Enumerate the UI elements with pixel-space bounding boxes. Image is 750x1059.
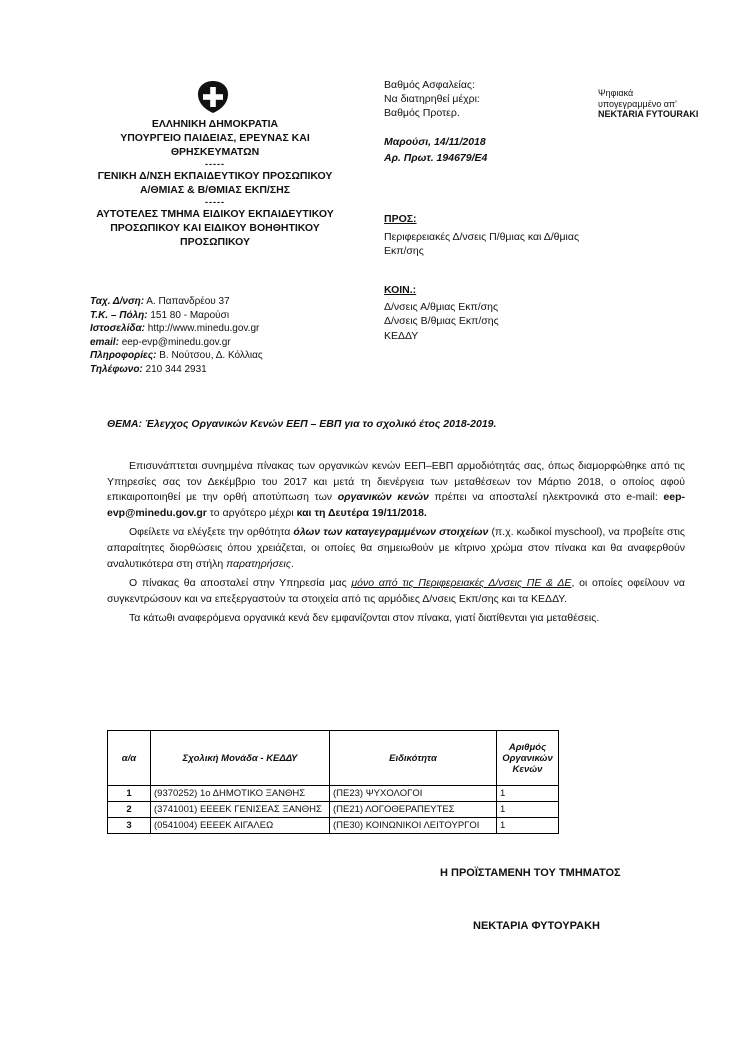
website-link[interactable]: http://www.minedu.gov.gr — [147, 323, 260, 335]
postal-value: 151 80 - Μαρούσι — [150, 309, 230, 321]
date-protocol — [384, 134, 487, 166]
cc-line-3: ΚΕΔΔΥ — [384, 329, 419, 342]
directorate-line-1: ΓΕΝΙΚΗ Δ/ΝΣΗ ΕΚΠΑΙΔΕΥΤΙΚΟΥ ΠΡΟΣΩΠΙΚΟΥ — [97, 170, 333, 182]
document-date: Μαρούσι, 14/11/2018 — [384, 136, 486, 148]
info-value: Β. Νούτσου, Δ. Κόλλιας — [159, 350, 263, 362]
phone-value: 210 344 2931 — [145, 363, 207, 375]
paragraph-3: Ο πίνακας θα αποσταλεί στην Υπηρεσία μας μόνο από τις Περιφερειακές Δ/νσεις ΠΕ & ΔΕ, οι οποίες οφείλουν να συγκεντρώσουν και να επεξεργαστούν τα στοιχεία από τις αρμόδιες Δ/νσεις Εκπ/σης και τα ΚΕΔΔΥ. — [107, 577, 685, 605]
separator-dots: ----- — [205, 159, 225, 169]
to-label: ΠΡΟΣ: — [384, 213, 417, 225]
address-label: Ταχ. Δ/νση: — [90, 296, 145, 307]
signatory-name: ΝΕΚΤΑΡΙΑ ΦΥΤΟΥΡΑΚΗ — [473, 920, 600, 932]
digital-signature-stamp — [598, 88, 698, 120]
subject-line: ΘΕΜΑ: Έλεγχος Οργανικών Κενών ΕΕΠ – ΕΒΠ για το σχολικό έτος 2018-2019. — [107, 418, 497, 430]
vacancies-table — [107, 730, 559, 834]
directorate-line-2: Α/ΘΜΙΑΣ & Β/ΘΜΙΑΣ ΕΚΠ/ΣΗΣ — [139, 184, 291, 196]
col-header-specialty: Ειδικότητα — [330, 731, 497, 786]
recipients-to — [384, 212, 714, 258]
col-header-aa: α/α — [108, 731, 151, 786]
to-line-2: Εκπ/σης — [384, 245, 424, 257]
retention: Να διατηρηθεί μέχρι: — [384, 93, 480, 105]
table-row: 1 (9370252) 1ο ΔΗΜΟΤΙΚΟ ΞΑΝΘΗΣ (ΠΕ23) ΨΥΧΟΛΟΓΟΙ 1 — [108, 786, 559, 802]
paragraph-2: Οφείλετε να ελέγξετε την ορθότητα όλων των καταγεγραμμένων στοιχείων (π.χ. κωδικοί myschool), να προβείτε στις απαραίτητες διορθώσεις όπου χρειάζεται, οι οποίες θα σημειωθούν με κίτρινο χρώμα στον πίνακα και θα αναφερθούν αναλυτικότερα στη στήλη παρατηρήσεις. — [107, 526, 685, 570]
issuer-header — [80, 117, 350, 249]
cc-line-1: Δ/νσεις Α/θμιας Εκπ/σης — [384, 300, 499, 313]
email-link[interactable]: eep-evp@minedu.gov.gr — [107, 491, 685, 519]
contact-info — [90, 295, 370, 377]
website-label: Ιστοσελίδα: — [90, 323, 146, 335]
table-row: 2 (3741001) ΕΕΕΕΚ ΓΕΝΙΣΕΑΣ ΞΑΝΘΗΣ (ΠΕ21) ΛΟΓΟΘΕΡΑΠΕΥΤΕΣ 1 — [108, 802, 559, 818]
ministry-line-2: ΘΡΗΣΚΕΥΜΑΤΩΝ — [170, 146, 260, 158]
digital-signer: NEKTARIA FYTOURAKI — [598, 109, 699, 119]
recipients-cc — [384, 283, 499, 343]
address-value: Α. Παπανδρέου 37 — [146, 296, 230, 307]
paragraph-4: Τα κάτωθι αναφερόμενα οργανικά κενά δεν εμφανίζονται στον πίνακα, γιατί διατίθενται για μεταθέσεις. — [129, 612, 600, 625]
signatory-title: Η ΠΡΟΪΣΤΑΜΕΝΗ ΤΟΥ ΤΜΗΜΑΤΟΣ — [440, 867, 621, 879]
security-level: Βαθμός Ασφαλείας: — [384, 79, 475, 91]
email-link[interactable]: eep-evp@minedu.gov.gr — [121, 336, 231, 348]
digital-line-1: Ψηφιακά — [598, 88, 634, 98]
col-header-school: Σχολική Μονάδα - ΚΕΔΔΥ — [151, 731, 330, 786]
separator-dots: ----- — [205, 197, 225, 207]
info-label: Πληροφορίες: — [90, 350, 157, 362]
greek-emblem-icon — [196, 80, 230, 114]
cc-line-2: Δ/νσεις Β/θμιας Εκπ/σης — [384, 315, 499, 327]
department-line-2: ΠΡΟΣΩΠΙΚΟΥ ΚΑΙ ΕΙΔΙΚΟΥ ΒΟΗΘΗΤΙΚΟΥ — [110, 222, 320, 234]
email-label: email: — [90, 336, 119, 348]
ministry-line-1: ΥΠΟΥΡΓΕΙΟ ΠΑΙΔΕΙΑΣ, ΕΡΕΥΝΑΣ ΚΑΙ — [120, 132, 310, 144]
cc-label: ΚΟΙΝ.: — [384, 284, 417, 296]
col-header-count: Αριθμός Οργανικών Κενών — [497, 731, 559, 786]
table-row: 3 (0541004) ΕΕΕΕΚ ΑΙΓΑΛΕΩ (ΠΕ30) ΚΟΙΝΩΝΙΚΟΙ ΛΕΙΤΟΥΡΓΟΙ 1 — [108, 818, 559, 834]
postal-label: Τ.Κ. – Πόλη: — [90, 309, 148, 321]
security-block — [384, 78, 480, 120]
department-line-3: ΠΡΟΣΩΠΙΚΟΥ — [180, 236, 250, 248]
to-line-1: Περιφερειακές Δ/νσεις Π/θμιας και Δ/θμιας — [384, 231, 580, 243]
phone-label: Τηλέφωνο: — [90, 363, 143, 375]
republic-name: ΕΛΛΗΝΙΚΗ ΔΗΜΟΚΡΑΤΙΑ — [151, 118, 279, 130]
letter-body — [107, 459, 685, 631]
priority: Βαθμός Προτερ. — [384, 107, 460, 119]
protocol-number: Αρ. Πρωτ. 194679/Ε4 — [384, 152, 488, 164]
table-header-row — [108, 731, 559, 786]
digital-line-2: υπογεγραμμένο απ' — [598, 98, 677, 109]
paragraph-1: Επισυνάπτεται συνημμένα πίνακας των οργανικών κενών ΕΕΠ–ΕΒΠ αρμοδιότητάς σας, όπως διαμορφώθηκε από τις Υπηρεσίες σας τον Δεκέμβριο του 2017 και μετά τη διενέργεια των μεταθέσεων τον Μάρτιο 2018, ο οποίος αφού επικαιροποιηθεί με την ορθή αποτύπωση των οργανικών κενών πρέπει να αποσταλεί ηλεκτρονικά στο e-mail: eep-evp@minedu.gov.gr το αργότερο μέχρι και τη Δευτέρα 19/11/2018. — [107, 460, 685, 519]
department-line-1: ΑΥΤΟΤΕΛΕΣ ΤΜΗΜΑ ΕΙΔΙΚΟΥ ΕΚΠΑΙΔΕΥΤΙΚΟΥ — [96, 208, 334, 220]
